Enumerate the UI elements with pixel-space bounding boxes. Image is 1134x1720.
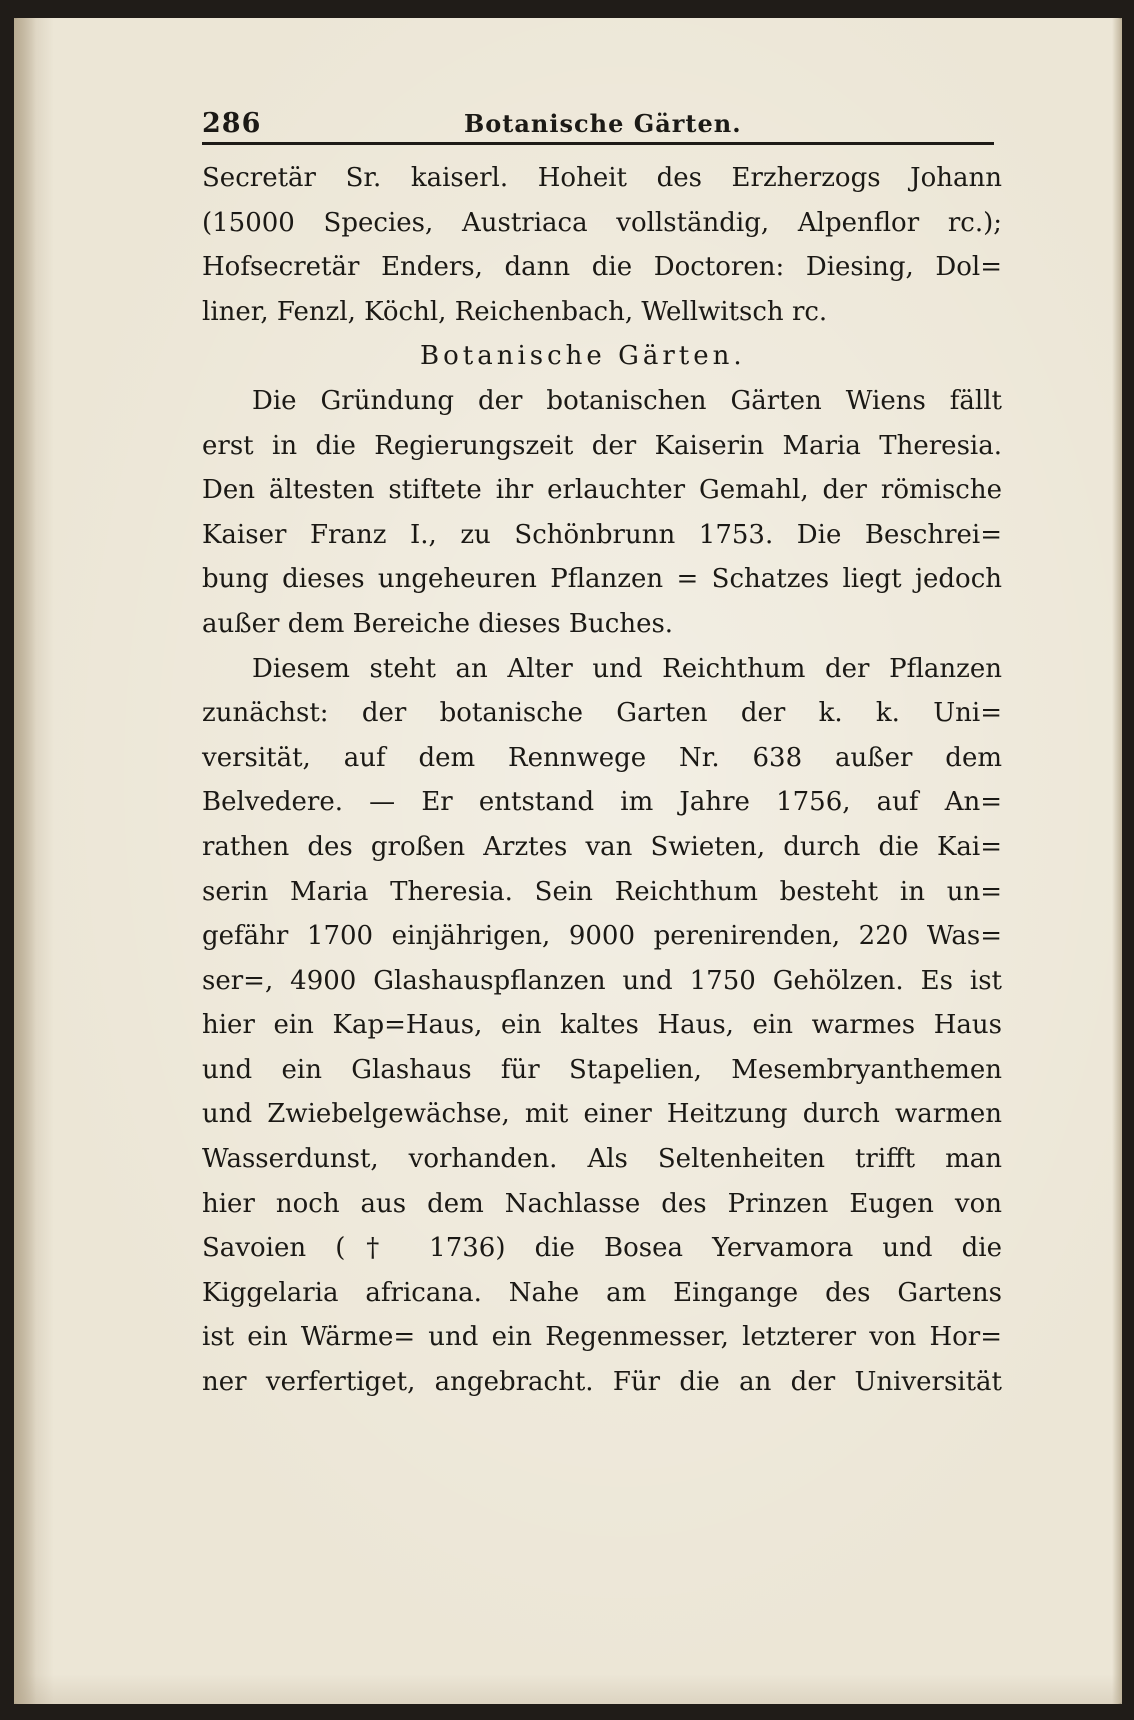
text-line: außer dem Bereiche dieses Buches. <box>202 608 674 639</box>
text-line: Hofsecretär Enders, dann die Doctoren: Diesing, Dol= <box>202 252 1002 283</box>
header-rule <box>202 142 994 145</box>
page-number: 286 <box>202 108 262 139</box>
section-heading: Botanische Gärten. <box>420 341 746 372</box>
text-line: ner verfertiget, angebracht. Für die an der Universität <box>202 1367 1002 1398</box>
text-line: Kaiser Franz I., zu Schönbrunn 1753. Die Beschrei= <box>202 519 1002 550</box>
text-line: hier noch aus dem Nachlasse des Prinzen Eugen von <box>202 1188 1002 1219</box>
paragraph-continued <box>202 156 1002 334</box>
text-line: liner, Fenzl, Köchl, Reichenbach, Wellwitsch rc. <box>202 296 828 327</box>
page-header <box>202 106 994 142</box>
text-line: gefähr 1700 einjährigen, 9000 perenirenden, 220 Was= <box>202 921 1002 952</box>
running-title: Botanische Gärten. <box>464 109 742 138</box>
text-line: Savoien († 1736) die Bosea Yervamora und die <box>202 1233 1002 1264</box>
text-line: Den ältesten stiftete ihr erlauchter Gemahl, der römische <box>202 475 1002 506</box>
text-line: ser=, 4900 Glashauspflanzen und 1750 Gehölzen. Es ist <box>202 965 1002 996</box>
body-text <box>202 156 1002 1405</box>
text-line: Diesem steht an Alter und Reichthum der Pflanzen <box>252 653 1002 684</box>
text-line: ist ein Wärme= und ein Regenmesser, letzterer von Hor= <box>202 1322 1002 1353</box>
text-line: Wasserdunst, vorhanden. Als Seltenheiten trifft man <box>202 1144 1002 1175</box>
text-line: und ein Glashaus für Stapelien, Mesembryanthemen <box>202 1054 1002 1085</box>
text-line: serin Maria Theresia. Sein Reichthum besteht in un= <box>202 876 1002 907</box>
text-line: versität, auf dem Rennwege Nr. 638 außer dem <box>202 742 1002 773</box>
text-line: erst in die Regierungszeit der Kaiserin Maria Theresia. <box>202 430 1002 461</box>
paragraph <box>202 379 1002 647</box>
paragraph <box>202 647 1002 1405</box>
text-line: Die Gründung der botanischen Gärten Wiens fällt <box>252 385 1002 416</box>
text-line: Kiggelaria africana. Nahe am Eingange des Gartens <box>202 1277 1002 1308</box>
text-line: rathen des großen Arztes van Swieten, durch die Kai= <box>202 831 1002 862</box>
text-line: zunächst: der botanische Garten der k. k. Uni= <box>202 698 1002 729</box>
text-line: und Zwiebelgewächse, mit einer Heitzung durch warmen <box>202 1099 1002 1130</box>
page-gutter-shadow <box>14 18 36 1704</box>
text-line: (15000 Species, Austriaca vollständig, Alpenflor rc.); <box>202 207 1002 238</box>
text-line: Secretär Sr. kaiserl. Hoheit des Erzherzogs Johann <box>202 163 1002 193</box>
text-line: Belvedere. — Er entstand im Jahre 1756, auf An= <box>202 787 1002 818</box>
page-edge-shadow <box>1112 18 1122 1704</box>
text-line: bung dieses ungeheuren Pflanzen = Schatzes liegt jedoch <box>202 564 1002 595</box>
text-line: hier ein Kap=Haus, ein kaltes Haus, ein warmes Haus <box>202 1010 1002 1041</box>
